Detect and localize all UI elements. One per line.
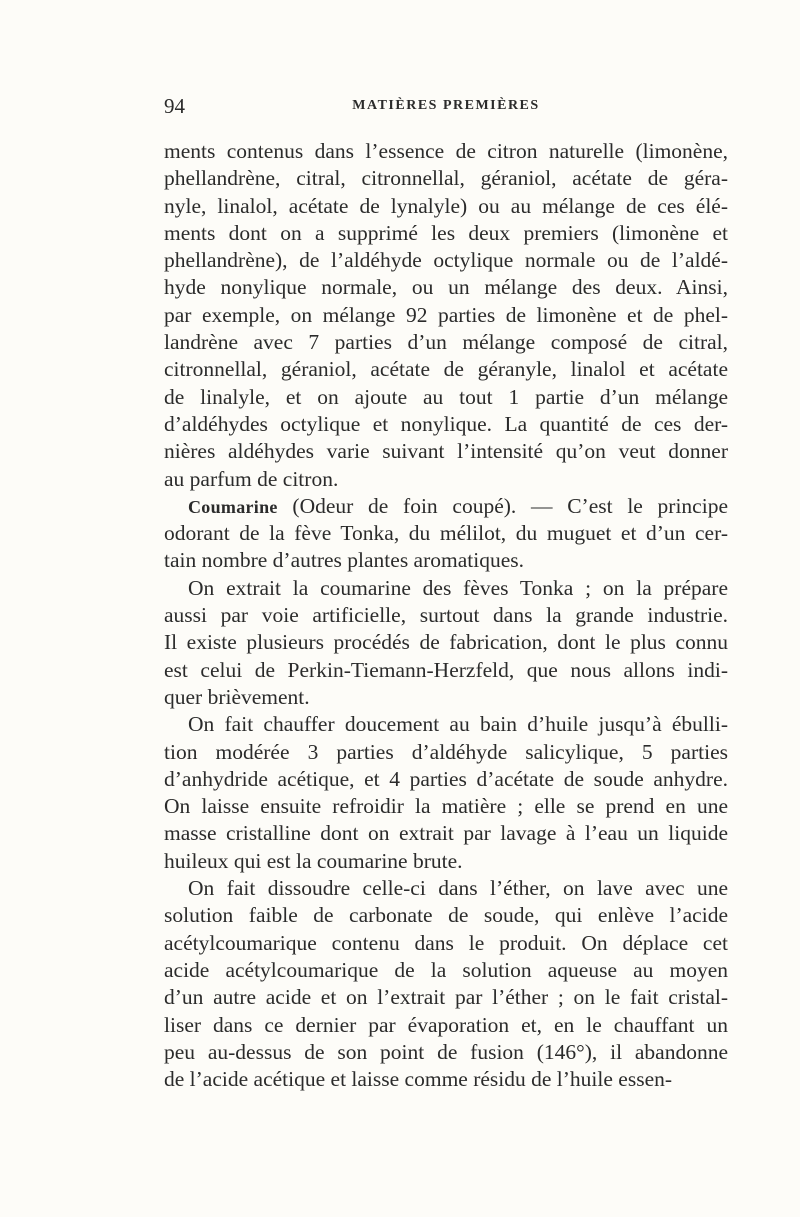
text-line: On fait chauffer doucement au bain d’huile jusqu’à ébulli- bbox=[188, 712, 728, 737]
text-line: nyle, linalol, acétate de lynalyle) ou au mélange de ces élé- bbox=[164, 193, 728, 218]
text-line: d’un autre acide et on l’extrait par l’éther ; on le fait cristal- bbox=[164, 985, 728, 1010]
text-line: nières aldéhydes varie suivant l’intensité qu’on veut donner bbox=[164, 439, 728, 464]
page-header bbox=[164, 94, 728, 122]
text-line: ments contenus dans l’essence de citron naturelle (limonène, bbox=[164, 139, 728, 163]
text-line: au parfum de citron. bbox=[164, 466, 339, 491]
text-line: est celui de Perkin-Tiemann-Herzfeld, que nous allons indi- bbox=[164, 657, 728, 682]
text-line: de l’acide acétique et laisse comme résidu de l’huile essen- bbox=[164, 1067, 673, 1092]
text-line: tain nombre d’autres plantes aromatiques. bbox=[164, 548, 525, 573]
text-line: ments dont on a supprimé les deux premiers (limonène et bbox=[164, 220, 728, 245]
text-line: quer brièvement. bbox=[164, 684, 310, 709]
text-line: phellandrène), de l’aldéhyde octylique normale ou de l’aldé- bbox=[164, 248, 728, 273]
text-line: tion modérée 3 parties d’aldéhyde salicylique, 5 parties bbox=[164, 739, 728, 764]
text-line: Il existe plusieurs procédés de fabrication, dont le plus connu bbox=[164, 630, 728, 655]
text-line: solution faible de carbonate de soude, qui enlève l’acide bbox=[164, 903, 728, 928]
text-line: odorant de la fève Tonka, du mélilot, du muguet et d’un cer- bbox=[164, 521, 728, 546]
paragraph bbox=[164, 575, 728, 711]
text-line: phellandrène, citral, citronnellal, géraniol, acétate de géra- bbox=[164, 166, 728, 191]
text-line: On laisse ensuite refroidir la matière ; elle se prend en une bbox=[164, 794, 728, 819]
text-line: hyde nonylique normale, ou un mélange des deux. Ainsi, bbox=[164, 275, 728, 300]
body-text bbox=[164, 138, 728, 1093]
text-line: acide acétylcoumarique de la solution aqueuse au moyen bbox=[164, 957, 728, 982]
paragraph bbox=[164, 875, 728, 1093]
text-line: citronnellal, géraniol, acétate de géranyle, linalol et acétate bbox=[164, 357, 728, 382]
paragraph bbox=[164, 493, 728, 575]
text-line bbox=[164, 493, 728, 520]
running-head: MATIÈRES PREMIÈRES bbox=[352, 98, 540, 113]
text-line: On extrait la coumarine des fèves Tonka ; on la prépare bbox=[188, 575, 728, 600]
text-line: landrène avec 7 parties d’un mélange composé de citral, bbox=[164, 330, 728, 355]
section-lead-term: Coumarine bbox=[188, 496, 278, 517]
text-line: de linalyle, et on ajoute au tout 1 partie d’un mélange bbox=[164, 384, 728, 409]
text-line: masse cristalline dont on extrait par lavage à l’eau un liquide bbox=[164, 821, 728, 846]
text-line: huileux qui est la coumarine brute. bbox=[164, 848, 463, 873]
paragraph bbox=[164, 138, 728, 493]
text-line: liser dans ce dernier par évaporation et, en le chauffant un bbox=[164, 1012, 728, 1037]
text-line: par exemple, on mélange 92 parties de limonène et de phel- bbox=[164, 302, 728, 327]
text-line: aussi par voie artificielle, surtout dans la grande industrie. bbox=[164, 603, 728, 628]
page-number: 94 bbox=[164, 94, 185, 118]
text-line: d’aldéhydes octylique et nonylique. La quantité de ces der- bbox=[164, 411, 728, 436]
line-text: (Odeur de foin coupé). — C’est le principe bbox=[277, 493, 728, 518]
text-line: d’anhydride acétique, et 4 parties d’acétate de soude anhydre. bbox=[164, 766, 728, 791]
text-line: peu au-dessus de son point de fusion (146°), il abandonne bbox=[164, 1039, 728, 1064]
text-line: acétylcoumarique contenu dans le produit. On déplace cet bbox=[164, 930, 728, 955]
text-line: On fait dissoudre celle-ci dans l’éther, on lave avec une bbox=[188, 876, 728, 901]
paragraph bbox=[164, 711, 728, 875]
